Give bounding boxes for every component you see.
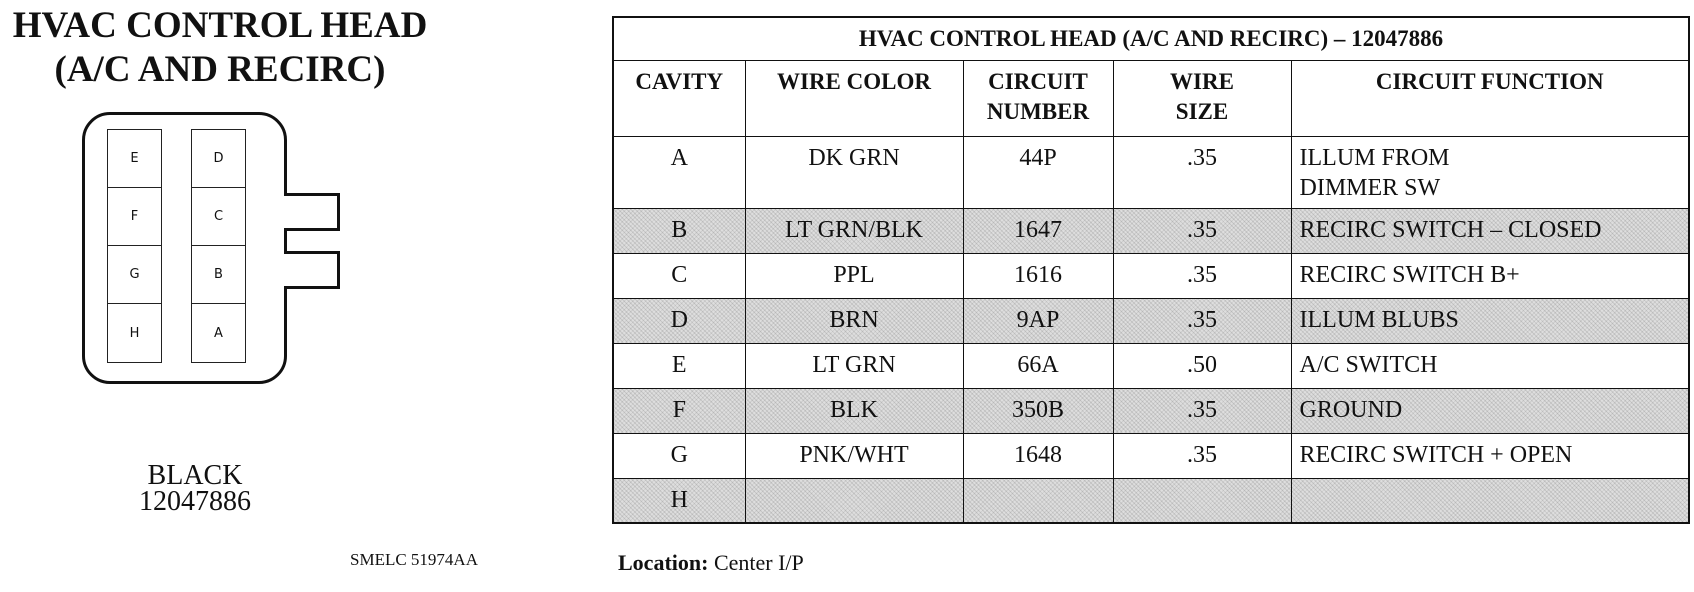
table-row [613,433,1689,478]
table-row [613,343,1689,388]
header-circuit-function: CIRCUIT FUNCTION [1291,60,1689,136]
cell-circuit-function: RECIRC SWITCH – CLOSED [1291,208,1689,253]
cell-cavity: C [613,253,745,298]
table-row [613,136,1689,208]
cell-circuit-function: ILLUM BLUBS [1291,298,1689,343]
cell-cavity: G [613,433,745,478]
connector-cavity-e: E [108,130,161,188]
cell-circuit-function: A/C SWITCH [1291,343,1689,388]
cell-wire-color: PNK/WHT [745,433,963,478]
cell-circuit-number: 350B [963,388,1113,433]
cell-circuit-number: 66A [963,343,1113,388]
cell-circuit-function: RECIRC SWITCH B+ [1291,253,1689,298]
cell-circuit-function: GROUND [1291,388,1689,433]
table-header-row [613,60,1689,136]
cell-wire-color: LT GRN [745,343,963,388]
cell-cavity: D [613,298,745,343]
table-row [613,253,1689,298]
cell-cavity: B [613,208,745,253]
connector-color-label: BLACK [147,460,243,491]
reference-code: SMELC 51974AA [350,550,478,569]
cell-wire-color: LT GRN/BLK [745,208,963,253]
cell-circuit-function [1291,478,1689,523]
cell-wire-color: BRN [745,298,963,343]
cell-circuit-number: 1648 [963,433,1113,478]
cell-circuit-number: 1647 [963,208,1113,253]
connector-latch-tab-upper [284,193,340,231]
header-circuit-number: CIRCUIT NUMBER [963,60,1113,136]
connector-cavity-c: C [192,188,245,246]
diagram-title-line-2: (A/C AND RECIRC) [54,49,386,90]
connector-pin-column-left [107,129,162,363]
cell-circuit-number: 44P [963,136,1113,208]
diagram-title [0,4,440,92]
cell-wire-size: .35 [1113,433,1291,478]
connector-cavity-d: D [192,130,245,188]
cell-wire-size: .35 [1113,208,1291,253]
cell-wire-color: DK GRN [745,136,963,208]
diagram-title-line-1: HVAC CONTROL HEAD [12,5,428,46]
connector-cavity-b: B [192,246,245,304]
table-row [613,208,1689,253]
cell-cavity: H [613,478,745,523]
cell-wire-size: .35 [1113,388,1291,433]
cell-circuit-number: 9AP [963,298,1113,343]
cell-circuit-function: RECIRC SWITCH + OPEN [1291,433,1689,478]
cell-wire-color [745,478,963,523]
table-row [613,388,1689,433]
table-row [613,298,1689,343]
table-row [613,478,1689,523]
cell-wire-size: .35 [1113,253,1291,298]
connector-cavity-g: G [108,246,161,304]
cell-wire-size: .50 [1113,343,1291,388]
location-label: Location: [618,550,709,575]
cell-wire-size: .35 [1113,136,1291,208]
cell-circuit-function: ILLUM FROM DIMMER SW [1291,136,1689,208]
cell-cavity: A [613,136,745,208]
cell-circuit-number [963,478,1113,523]
connector-cavity-a: A [214,325,223,341]
cell-cavity: F [613,388,745,433]
header-wire-color: WIRE COLOR [745,60,963,136]
cell-wire-size: .35 [1113,298,1291,343]
connector-latch-tab-lower [284,251,340,289]
cell-wire-color: PPL [745,253,963,298]
connector-pin-column-right [191,129,246,363]
pinout-table [612,16,1690,524]
connector-cavity-h: H [129,325,140,341]
location-value: Center I/P [713,550,804,575]
cell-circuit-number: 1616 [963,253,1113,298]
header-wire-size: WIRE SIZE [1113,60,1291,136]
location-line [618,550,804,576]
table-title: HVAC CONTROL HEAD (A/C AND RECIRC) – 12047886 [613,17,1689,60]
cell-wire-color: BLK [745,388,963,433]
cell-wire-size [1113,478,1291,523]
cell-cavity: E [613,343,745,388]
header-cavity: CAVITY [613,60,745,136]
connector-cavity-f: F [108,188,161,246]
connector-part-number: 12047886 [139,486,251,517]
